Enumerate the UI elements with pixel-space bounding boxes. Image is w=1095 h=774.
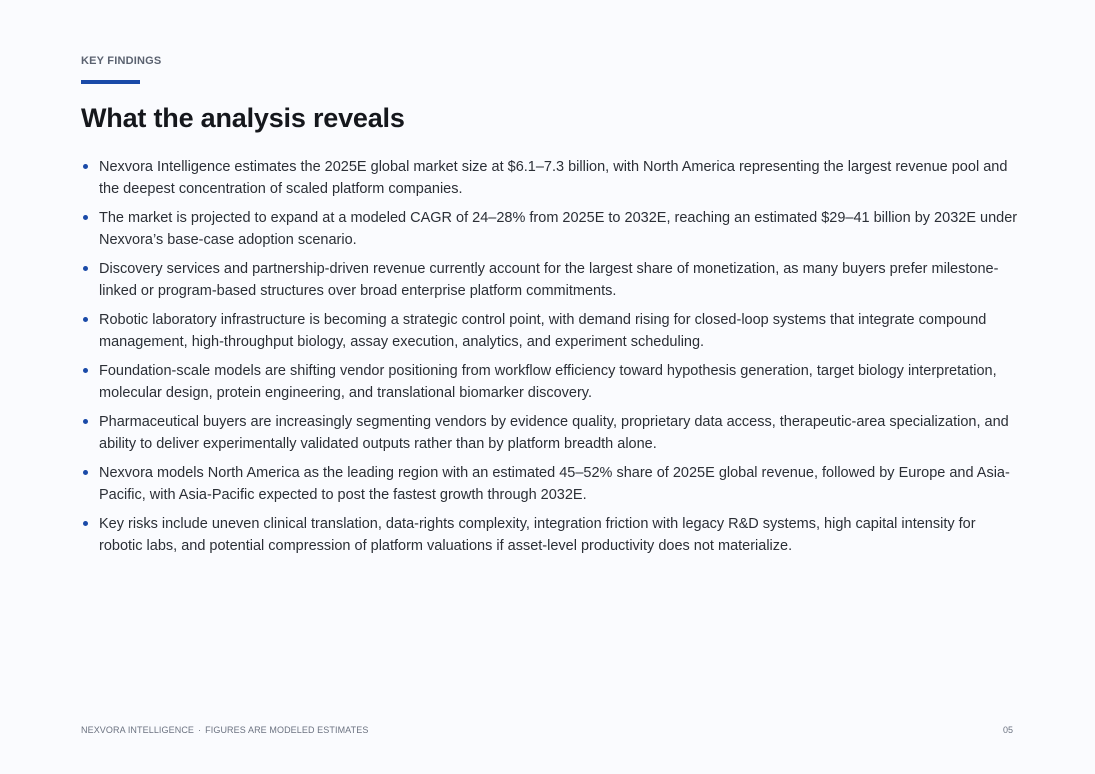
finding-text: Nexvora Intelligence estimates the 2025E global market size at $6.1–7.3 billion, with North America representing the largest revenue pool and the deepest concentration of scaled platform companies. [99, 159, 1008, 197]
bullet-dot-icon [83, 470, 88, 475]
finding-item [81, 462, 1021, 506]
finding-text: Robotic laboratory infrastructure is becoming a strategic control point, with demand rising for closed-loop systems that integrate compound management, high-throughput biology, assay execution, analytics, and experiment scheduling. [99, 312, 987, 350]
finding-item [81, 258, 1021, 302]
bullet-dot-icon [83, 266, 88, 271]
bullet-dot-icon [83, 368, 88, 373]
finding-item [81, 513, 1021, 557]
finding-item [81, 309, 1021, 353]
bullet-dot-icon [83, 164, 88, 169]
finding-item [81, 411, 1021, 455]
finding-text: Foundation-scale models are shifting vendor positioning from workflow efficiency toward hypothesis generation, target biology interpretation, molecular design, protein engineering, and translational biomarker discovery. [99, 363, 997, 401]
footer-separator: · [198, 725, 202, 735]
finding-text: Pharmaceutical buyers are increasingly segmenting vendors by evidence quality, proprietary data access, therapeutic-area specialization, and ability to deliver experimentally validated outputs rather than by platform breadth alone. [99, 414, 1009, 452]
footer-source [81, 725, 368, 735]
section-eyebrow: KEY FINDINGS [81, 55, 162, 67]
finding-text: Discovery services and partnership-driven revenue currently account for the largest share of monetization, as many buyers prefer milestone-linked or program-based structures over broad enterprise platform commitments. [99, 261, 999, 299]
findings-list [81, 156, 1021, 564]
finding-item [81, 360, 1021, 404]
bullet-dot-icon [83, 317, 88, 322]
finding-text: Key risks include uneven clinical translation, data-rights complexity, integration friction with legacy R&D systems, high capital intensity for robotic labs, and potential compression of platform valuations if asset-level productivity does not materialize. [99, 516, 976, 554]
finding-item [81, 207, 1021, 251]
page-number: 05 [1002, 725, 1013, 735]
finding-item [81, 156, 1021, 200]
page-title: What the analysis reveals [81, 103, 405, 133]
footer-brand: NEXVORA INTELLIGENCE [81, 725, 195, 735]
accent-bar [81, 80, 140, 84]
finding-text: The market is projected to expand at a modeled CAGR of 24–28% from 2025E to 2032E, reaching an estimated $29–41 billion by 2032E under Nexvora’s base-case adoption scenario. [99, 210, 1018, 248]
bullet-dot-icon [83, 521, 88, 526]
bullet-dot-icon [83, 215, 88, 220]
finding-text: Nexvora models North America as the leading region with an estimated 45–52% share of 2025E global revenue, followed by Europe and Asia-Pacific, with Asia-Pacific expected to post the fastest growth through 2032E. [99, 465, 1010, 503]
footer-note: FIGURES ARE MODELED ESTIMATES [205, 725, 369, 735]
bullet-dot-icon [83, 419, 88, 424]
